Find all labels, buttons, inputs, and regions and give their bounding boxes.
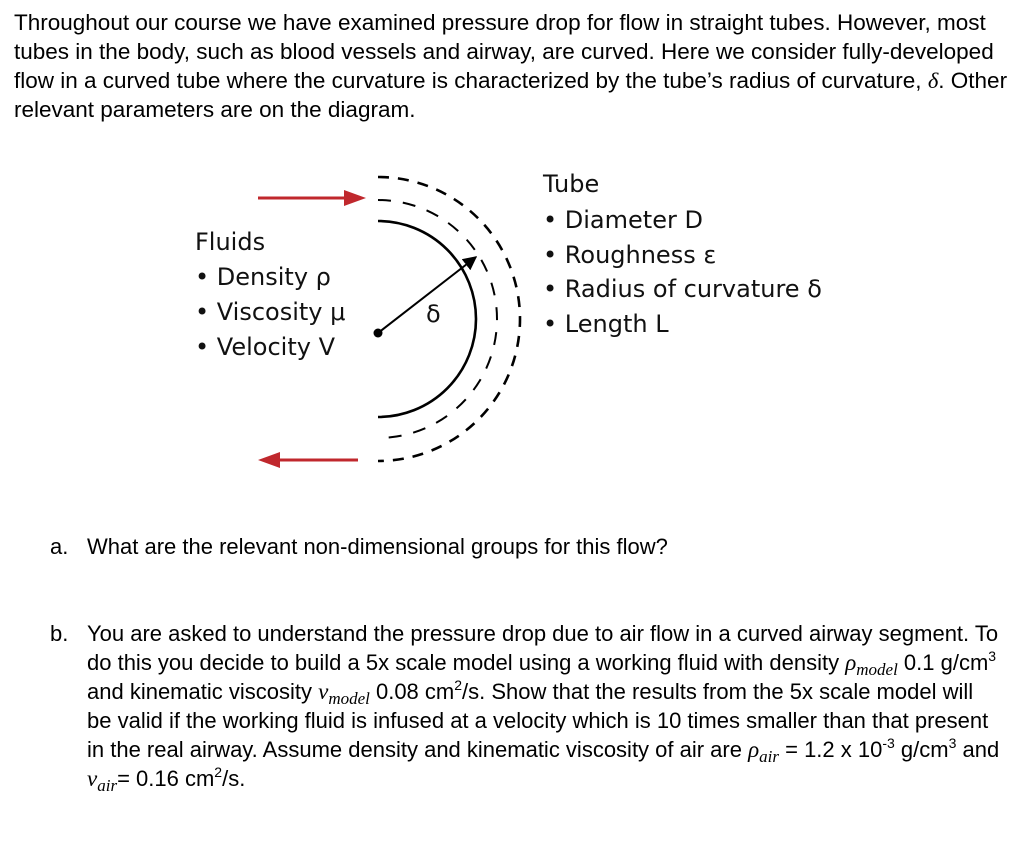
- qb-text-4: 0.08 cm: [369, 679, 455, 704]
- nu-air-symbol: $\nu_{air}$: [87, 766, 118, 795]
- fluids-item-viscosity: • Viscosity μ: [195, 298, 346, 326]
- tube-title: Tube: [543, 170, 600, 198]
- question-b: [50, 619, 1000, 793]
- qb-text-6: = 1.2 x 10: [779, 737, 883, 762]
- outer-tube-wall: [378, 177, 520, 461]
- fluids-legend: [195, 228, 345, 361]
- qb-text-5: /s. Show that the results from the 5x scale model will be valid if the working fluid is infused at a velocity which is 10 times smaller than that present in the real airway. Assume density and kinematic viscosity of air are: [87, 679, 989, 762]
- question-a-letter: a.: [50, 534, 69, 559]
- rho-air-symbol: $\rho_{air}$: [748, 737, 779, 766]
- qb-text-7: g/cm: [894, 737, 949, 762]
- fluids-item-velocity: • Velocity V: [195, 333, 335, 361]
- outflow-arrow: [258, 452, 358, 468]
- tube-item-length: • Length L: [543, 310, 669, 338]
- radius-label: δ: [426, 300, 441, 328]
- rho-model-symbol: $\rho_{model}$: [845, 650, 898, 679]
- qb-text-8: and: [956, 737, 1000, 762]
- tube-legend: [542, 170, 822, 338]
- fluids-item-density: • Density ρ: [195, 263, 331, 291]
- question-b-letter: b.: [50, 621, 69, 646]
- curved-tube-diagram: [0, 160, 1024, 500]
- fluids-title: Fluids: [195, 228, 266, 256]
- intro-paragraph: [14, 8, 1014, 124]
- nu-model-symbol: $\nu_{model}$: [318, 679, 370, 708]
- qb-text-2: 0.1 g/cm: [897, 650, 989, 675]
- tube-item-radius: • Radius of curvature δ: [543, 275, 822, 303]
- question-a-text: What are the relevant non-dimensional groups for this flow?: [87, 534, 668, 559]
- qb-text-10: /s.: [222, 766, 246, 791]
- qb-text-1: You are asked to understand the pressure drop due to air flow in a curved airway segment. To do this you decide to build a 5x scale model using a working fluid with density: [87, 621, 999, 675]
- qb-text-3: and kinematic viscosity: [87, 679, 319, 704]
- delta-symbol: δ: [927, 68, 939, 93]
- question-a: [50, 532, 1010, 561]
- intro-text-1: Throughout our course we have examined pressure drop for flow in straight tubes. However, most tubes in the body, such as blood vessels and airway, are curved. Here we consider fully-developed flow in a curved tube where the curvature is characterized by the tube’s radius of curvature,: [14, 10, 994, 93]
- qb-text-9: = 0.16 cm: [117, 766, 215, 791]
- tube-item-diameter: • Diameter D: [543, 206, 703, 234]
- intro-text-2: . Other relevant parameters are on the diagram.: [14, 68, 1008, 122]
- inflow-arrow: [258, 190, 366, 206]
- question-b-text: You are asked to understand the pressure drop due to air flow in a curved airway segment. To do this you decide to build a 5x scale model using a working fluid with density $\rho_{model}$ 0.1 $g/cm^3$ and kinematic viscosity $\nu_{model}$ 0.08 $cm^2/s$. Show that the results from the 5x scale model will be valid if the working fluid is infused at a velocity which is 10 times smaller than that present in the real airway. Assume density and kinematic viscosity of air are $\rho_{air} = 1.2$ x $10^{-3}$ $g/cm^3$ and $\nu_{air}= 0.16$ $cm^2/s$.: [87, 621, 1000, 795]
- tube-item-roughness: • Roughness ε: [543, 241, 717, 269]
